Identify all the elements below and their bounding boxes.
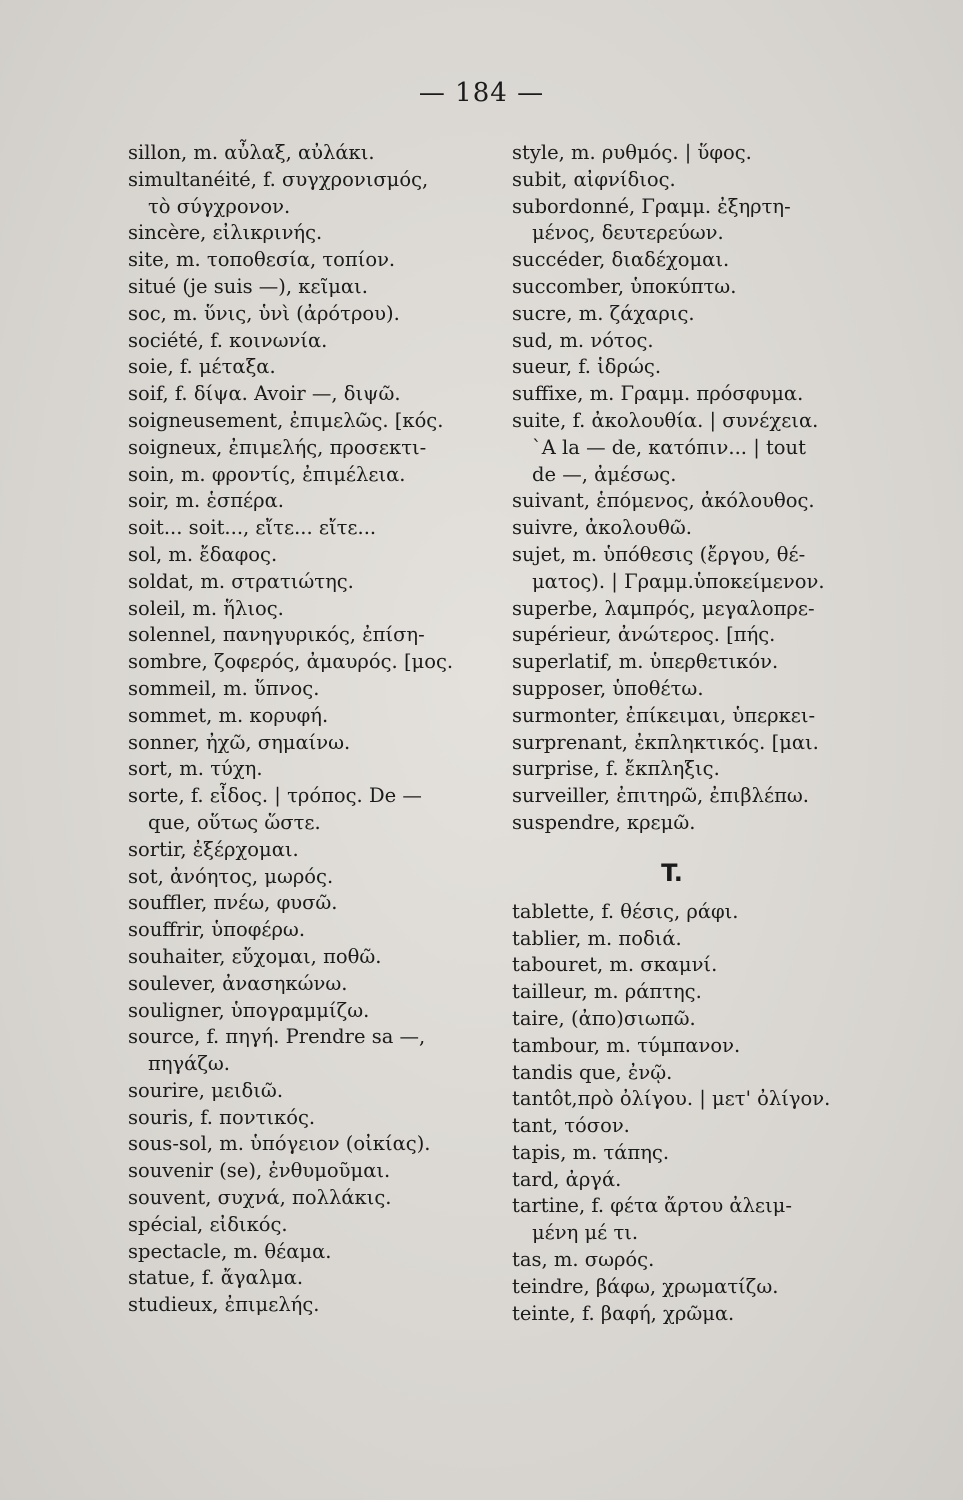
dictionary-entry: succéder, διαδέχομαι. — [512, 248, 730, 272]
dictionary-entry-continuation: μένος, δευτερεύων. — [532, 221, 724, 245]
right-column-s-entries — [512, 140, 892, 837]
dictionary-entry: sucre, m. ζάχαρις. — [512, 301, 695, 325]
dictionary-entry: surmonter, ἐπίκειμαι, ὑπερκει- — [512, 703, 816, 727]
dictionary-entry: tartine, f. φέτα ἄρτου ἀλειμ- — [512, 1194, 792, 1218]
dictionary-entry: soir, m. ἑσπέρα. — [128, 489, 284, 513]
dictionary-entry: souffrir, ὑποφέρω. — [128, 918, 306, 942]
dictionary-entry: tapis, m. τάπης. — [512, 1140, 670, 1164]
dictionary-entry: surprenant, ἐκπληκτικός. [μαι. — [512, 730, 819, 754]
dictionary-entry: supposer, ὑποθέτω. — [512, 676, 704, 700]
dictionary-entry: soie, f. μέταξα. — [128, 355, 276, 379]
dictionary-entry: soif, f. δίψα. Avoir —, διψῶ. — [128, 382, 401, 406]
dictionary-entry: soigneux, ἐπιμελής, προσεκτι- — [128, 435, 427, 459]
dictionary-entry: sorte, f. εἶδος. | τρόπος. De — — [128, 784, 422, 808]
dictionary-entry: tablette, f. θέσις, ράφι. — [512, 899, 739, 923]
dictionary-entry: situé (je suis —), κεῖμαι. — [128, 274, 368, 298]
dictionary-entry: soulever, ἀνασηκώνω. — [128, 971, 348, 995]
dictionary-entry: subordonné, Γραμμ. ἐξηρτη- — [512, 194, 791, 218]
dictionary-entry: tandis que, ἐνῷ. — [512, 1060, 673, 1084]
dictionary-entry: souvenir (se), ἐνθυμοῦμαι. — [128, 1159, 391, 1183]
dictionary-entry: sonner, ἠχῶ, σημαίνω. — [128, 730, 351, 754]
dictionary-entry: sortir, ἐξέρχομαι. — [128, 837, 299, 861]
dictionary-entry: style, m. ρυθμός. | ὕφος. — [512, 141, 752, 164]
dictionary-entry: suffixe, m. Γραμμ. πρόσφυμα. — [512, 382, 804, 406]
dictionary-entry: suivre, ἀκολουθῶ. — [512, 516, 692, 540]
section-letter-t: T. — [661, 858, 683, 887]
dictionary-entry: subit, αἰφνίδιος. — [512, 167, 676, 191]
dictionary-entry: souligner, ὑπογραμμίζω. — [128, 998, 370, 1022]
dictionary-entry: suspendre, κρεμῶ. — [512, 810, 696, 834]
dictionary-entry: soigneusement, ἐπιμελῶς. [κός. — [128, 408, 444, 432]
dictionary-entry: soldat, m. στρατιώτης. — [128, 569, 354, 593]
left-column — [128, 140, 508, 1319]
right-column — [512, 140, 892, 1327]
dictionary-entry-continuation: que, οὕτως ὥστε. — [148, 810, 321, 834]
right-column-t-entries — [512, 899, 892, 1328]
dictionary-entry: sol, m. ἔδαφος. — [128, 542, 278, 566]
dictionary-entry: soit... soit..., εἴτε... εἴτε... — [128, 516, 377, 540]
dictionary-entry: source, f. πηγή. Prendre sa —, — [128, 1025, 426, 1049]
dictionary-entry: sillon, m. αὖλαξ, αὐλάκι. — [128, 141, 375, 164]
dictionary-entry: teinte, f. βαφή, χρῶμα. — [512, 1301, 735, 1325]
dictionary-entry: sommeil, m. ὕπνος. — [128, 676, 320, 700]
dictionary-entry: tambour, m. τύμπανον. — [512, 1033, 741, 1057]
dictionary-entry: sombre, ζοφερός, ἀμαυρός. [μος. — [128, 650, 454, 674]
dictionary-entry: tabouret, m. σκαμνί. — [512, 953, 718, 977]
dictionary-entry: tailleur, m. ράπτης. — [512, 980, 702, 1004]
dictionary-entry-continuation: μένη μέ τι. — [532, 1221, 639, 1245]
dictionary-entry: superbe, λαμπρός, μεγαλοπρε- — [512, 596, 815, 620]
dictionary-entry: soc, m. ὕνις, ὑνὶ (ἀρότρου). — [128, 301, 400, 325]
dictionary-entry: souvent, συχνά, πολλάκις. — [128, 1186, 392, 1210]
dictionary-entry: taire, (ἀπο)σιωπῶ. — [512, 1006, 696, 1030]
dictionary-entry: sot, ἀνόητος, μωρός. — [128, 864, 334, 888]
dictionary-entry: supérieur, ἀνώτερος. [πής. — [512, 623, 776, 647]
dictionary-entry-continuation: de —, ἀμέσως. — [532, 462, 677, 486]
dictionary-entry: sourire, μειδιῶ. — [128, 1078, 284, 1102]
dictionary-entry: teindre, βάφω, χρωματίζω. — [512, 1274, 779, 1298]
dictionary-entry: tablier, m. ποδιά. — [512, 926, 682, 950]
dictionary-entry: solennel, πανηγυρικός, ἐπίση- — [128, 623, 425, 647]
dictionary-entry: soleil, m. ἥλιος. — [128, 596, 284, 620]
dictionary-entry: site, m. τοποθεσία, τοπίον. — [128, 248, 396, 272]
dictionary-entry: studieux, ἐπιμελής. — [128, 1293, 320, 1317]
page-number: — 184 — — [418, 78, 545, 108]
dictionary-entry: sort, m. τύχη. — [128, 757, 263, 781]
dictionary-entry: simultanéité, f. συγχρονισμός, — [128, 167, 429, 191]
dictionary-entry: société, f. κοινωνία. — [128, 328, 328, 352]
dictionary-entry: tard, ἀργά. — [512, 1167, 622, 1191]
dictionary-entry: surprise, f. ἔκπληξις. — [512, 757, 720, 781]
dictionary-entry: sueur, f. ἱδρώς. — [512, 355, 662, 379]
dictionary-entry: sincère, εἰλικρινής. — [128, 221, 323, 245]
dictionary-entry: tant, τόσον. — [512, 1114, 630, 1138]
dictionary-entry: tas, m. σωρός. — [512, 1248, 655, 1272]
dictionary-entry-continuation: πηγάζω. — [148, 1052, 230, 1076]
dictionary-entry: soin, m. φροντίς, ἐπιμέλεια. — [128, 462, 406, 486]
dictionary-entry: sujet, m. ὑπόθεσις (ἔργου, θέ- — [512, 542, 806, 566]
dictionary-entry: superlatif, m. ὑπερθετικόν. — [512, 650, 779, 674]
dictionary-entry: surveiller, ἐπιτηρῶ, ἐπιβλέπω. — [512, 784, 810, 808]
dictionary-entry: sommet, m. κορυφή. — [128, 703, 329, 727]
dictionary-entry-continuation: ματος). | Γραμμ.ὑποκείμενον. — [532, 569, 825, 593]
dictionary-entry: statue, f. ἄγαλμα. — [128, 1266, 304, 1290]
dictionary-entry-continuation: `A la — de, κατόπιν... | tout — [532, 435, 806, 459]
dictionary-entry: souffler, πνέω, φυσῶ. — [128, 891, 338, 915]
dictionary-entry: suivant, ἑπόμενος, ἀκόλουθος. — [512, 489, 815, 513]
dictionary-entry: suite, f. ἀκολουθία. | συνέχεια. — [512, 408, 819, 432]
dictionary-entry-continuation: τὸ σύγχρονον. — [148, 194, 291, 218]
dictionary-entry: souhaiter, εὔχομαι, ποθῶ. — [128, 944, 382, 968]
dictionary-entry: spécial, εἰδικός. — [128, 1212, 288, 1236]
dictionary-entry: succomber, ὑποκύπτω. — [512, 274, 737, 298]
dictionary-entry: spectacle, m. θέαμα. — [128, 1239, 332, 1263]
dictionary-entry: tantôt,πρὸ ὀλίγου. | μετ' ὀλίγον. — [512, 1087, 831, 1111]
dictionary-entry: souris, f. ποντικός. — [128, 1105, 316, 1129]
dictionary-entry: sous-sol, m. ὑπόγειον (οἰκίας). — [128, 1132, 431, 1156]
dictionary-entry: sud, m. νότος. — [512, 328, 654, 352]
